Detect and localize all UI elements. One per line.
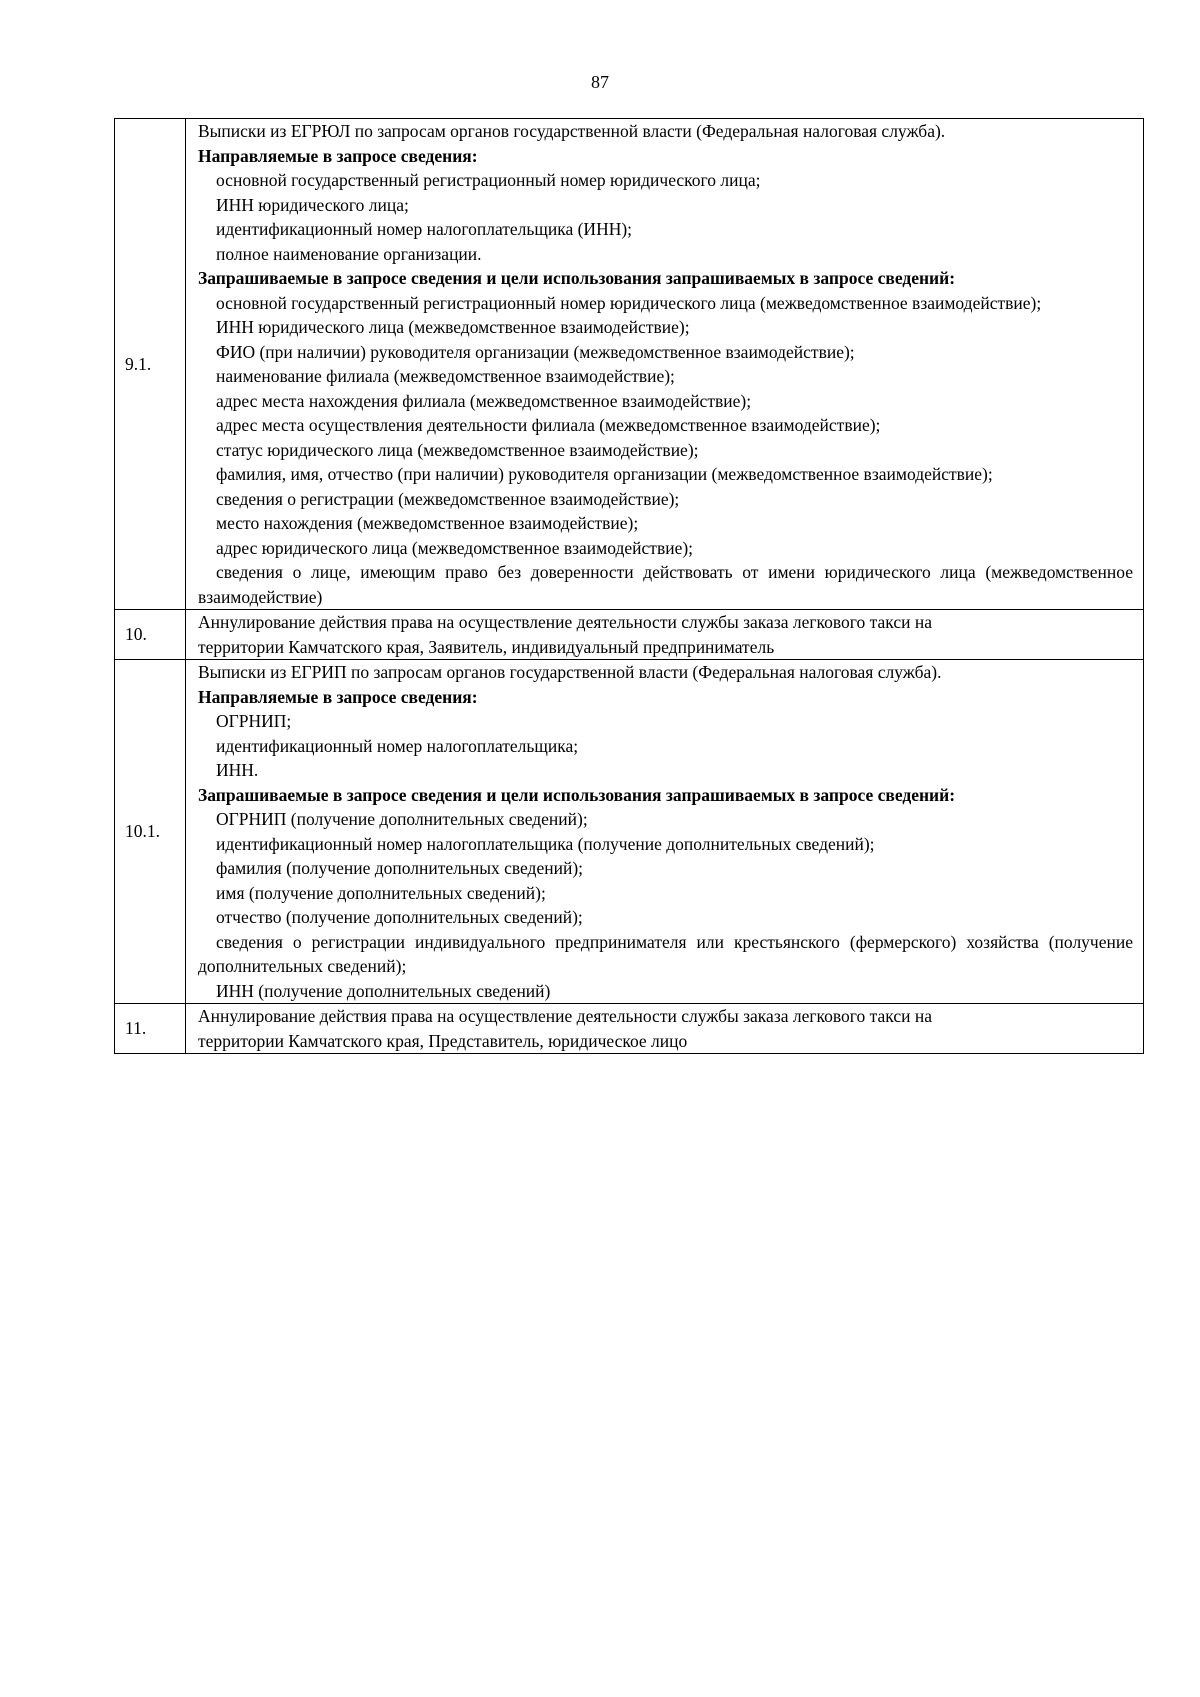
content-line: имя (получение дополнительных сведений); <box>216 882 546 903</box>
content-line: полное наименование организации. <box>216 243 482 264</box>
content-line: фамилия, имя, отчество (при наличии) руководителя организации (межведомственное взаимодействие); <box>216 464 993 484</box>
row-content <box>186 119 1144 610</box>
content-line: основной государственный регистрационный номер юридического лица (межведомственное взаимодействие); <box>216 292 1042 313</box>
content-line: идентификационный номер налогоплательщика (получение дополнительных сведений); <box>216 833 875 854</box>
content-line: территории Камчатского края, Заявитель, индивидуальный предприниматель <box>198 636 775 657</box>
content-line: наименование филиала (межведомственное взаимодействие); <box>216 366 675 386</box>
section-heading: Запрашиваемые в запросе сведения и цели использования запрашиваемых в запросе сведений: <box>198 784 956 805</box>
content-line: Аннулирование действия права на осуществление деятельности службы заказа легкового такси на <box>198 612 933 632</box>
content-line: ИНН юридического лица (межведомственное взаимодействие); <box>216 317 690 337</box>
table-row <box>115 660 1144 1004</box>
row-content <box>186 610 1144 660</box>
content-line: сведения о лице, имеющим право без доверенности действовать от имени юридического лица (межведомственное взаимодействие) <box>198 562 1133 607</box>
row-number: 10. <box>115 610 186 660</box>
content-line: территории Камчатского края, Представитель, юридическое лицо <box>198 1030 688 1051</box>
content-line: фамилия (получение дополнительных сведений); <box>216 858 584 878</box>
content-line: адрес юридического лица (межведомственное взаимодействие); <box>216 537 694 558</box>
page-number: 87 <box>591 72 609 92</box>
services-table <box>114 118 1144 1054</box>
content-line: адрес места осуществления деятельности филиала (межведомственное взаимодействие); <box>216 415 881 435</box>
section-heading: Направляемые в запросе сведения: <box>198 686 478 707</box>
row-number: 9.1. <box>115 119 186 610</box>
row-content <box>186 1004 1144 1054</box>
content-line: Аннулирование действия права на осуществление деятельности службы заказа легкового такси на <box>198 1006 933 1026</box>
content-line: ИНН юридического лица; <box>216 194 409 215</box>
table-body <box>115 119 1144 1054</box>
content-line: Выписки из ЕГРЮЛ по запросам органов государственной власти (Федеральная налоговая служба). <box>198 121 946 141</box>
content-line: основной государственный регистрационный номер юридического лица; <box>216 170 761 190</box>
content-line: ИНН. <box>216 760 259 780</box>
content-line: ИНН (получение дополнительных сведений) <box>216 980 551 1001</box>
content-line: место нахождения (межведомственное взаимодействие); <box>216 513 639 533</box>
content-line: ФИО (при наличии) руководителя организации (межведомственное взаимодействие); <box>216 341 855 362</box>
table-row <box>115 610 1144 660</box>
content-line: отчество (получение дополнительных сведений); <box>216 907 583 927</box>
content-line: статус юридического лица (межведомственное взаимодействие); <box>216 439 699 460</box>
table-row <box>115 1004 1144 1054</box>
content-line: ОГРНИП; <box>216 711 292 731</box>
content-line: ОГРНИП (получение дополнительных сведений); <box>216 809 588 829</box>
table-row <box>115 119 1144 610</box>
row-number: 10.1. <box>115 660 186 1004</box>
content-line: адрес места нахождения филиала (межведомственное взаимодействие); <box>216 390 752 411</box>
content-line: идентификационный номер налогоплательщика (ИНН); <box>216 219 633 239</box>
content-line: Выписки из ЕГРИП по запросам органов государственной власти (Федеральная налоговая служба). <box>198 662 942 682</box>
content-line: идентификационный номер налогоплательщика; <box>216 735 579 756</box>
row-content <box>186 660 1144 1004</box>
section-heading: Запрашиваемые в запросе сведения и цели использования запрашиваемых в запросе сведений: <box>198 268 956 288</box>
section-heading: Направляемые в запросе сведения: <box>198 145 478 166</box>
content-line: сведения о регистрации (межведомственное взаимодействие); <box>216 488 680 509</box>
content-line: сведения о регистрации индивидуального предпринимателя или крестьянского (фермерского) хозяйства (получение дополнительных сведений); <box>198 931 1133 976</box>
row-number: 11. <box>115 1004 186 1054</box>
